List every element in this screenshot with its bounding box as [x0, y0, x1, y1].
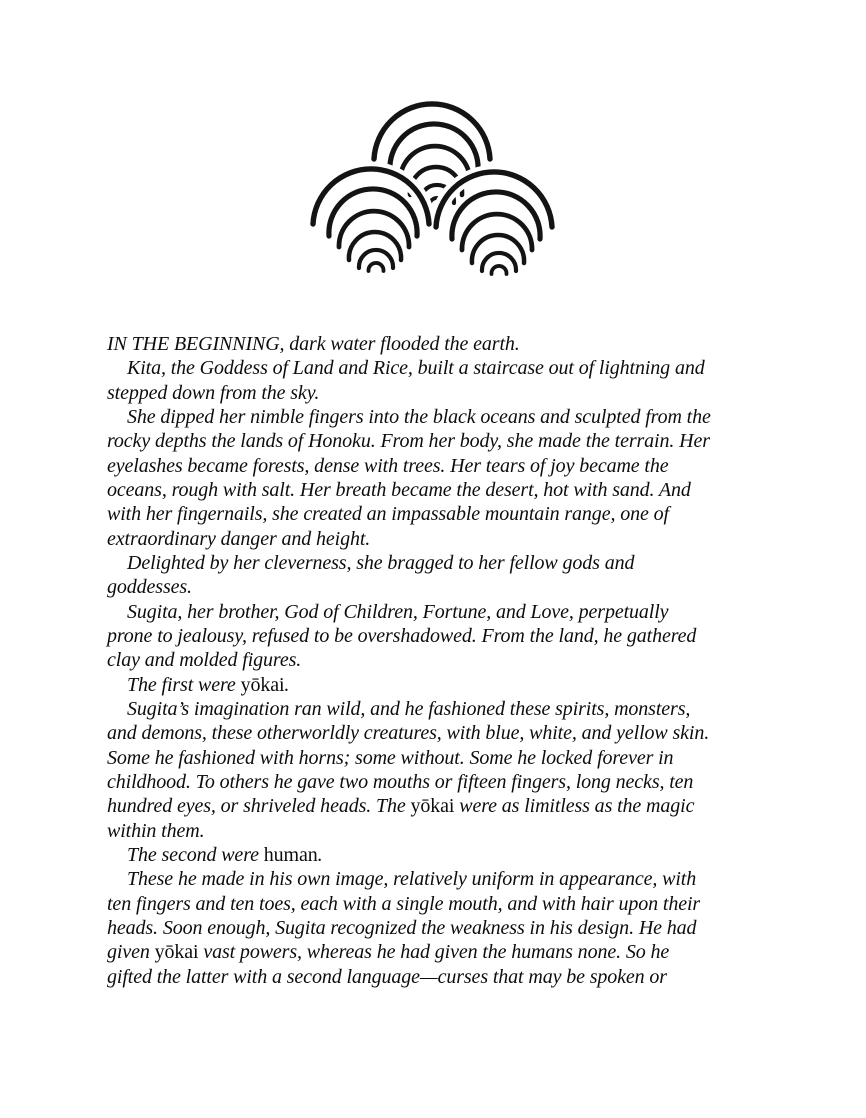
text-line: [107, 502, 797, 526]
italic-text: goddesses.: [107, 576, 192, 599]
italic-text: gifted the latter with a second language—curses that may be spoken or: [107, 965, 667, 988]
italic-text: .: [317, 843, 323, 866]
text-line: [107, 697, 797, 721]
text-line: [107, 867, 797, 891]
text-line: [107, 892, 797, 916]
roman-term: yōkai: [410, 795, 455, 818]
italic-text: given: [107, 941, 155, 964]
italic-text: oceans, rough with salt. Her breath became the desert, hot with sand. And: [107, 478, 691, 501]
italic-text: extraordinary danger and height.: [107, 527, 371, 550]
text-line: [107, 381, 797, 405]
italic-text: prone to jealousy, refused to be overshadowed. From the land, he gathered: [107, 624, 697, 647]
story-text-block: [107, 332, 797, 989]
text-line: [107, 624, 797, 648]
italic-text: Some he fashioned with horns; some without. Some he locked forever in: [107, 746, 674, 769]
text-line: [107, 721, 797, 745]
italic-text: IN THE BEGINNING, dark water flooded the earth.: [107, 333, 520, 355]
italic-text: Sugita, her brother, God of Children, Fortune, and Love, perpetually: [127, 600, 669, 623]
text-line: [107, 746, 797, 770]
italic-text: The first were: [127, 673, 241, 696]
text-line: [107, 648, 797, 672]
italic-text: heads. Soon enough, Sugita recognized the weakness in his design. He had: [107, 916, 697, 939]
text-line: [107, 843, 797, 867]
italic-text: clay and molded figures.: [107, 649, 302, 672]
roman-term: yōkai: [154, 941, 199, 964]
text-line: [107, 819, 797, 843]
text-line: [107, 673, 797, 697]
italic-text: eyelashes became forests, dense with trees. Her tears of joy became the: [107, 454, 669, 477]
italic-text: hundred eyes, or shriveled heads. The: [107, 795, 411, 818]
text-line: [107, 405, 797, 429]
text-line: [107, 770, 797, 794]
italic-text: ten fingers and ten toes, each with a single mouth, and with hair upon their: [107, 892, 701, 915]
text-line: [107, 575, 797, 599]
italic-text: stepped down from the sky.: [107, 381, 320, 404]
italic-text: The second were: [127, 843, 264, 866]
roman-term: yōkai: [240, 673, 285, 696]
text-line: [107, 429, 797, 453]
italic-text: She dipped her nimble fingers into the black oceans and sculpted from the: [127, 405, 711, 428]
italic-text: Sugita’s imagination ran wild, and he fashioned these spirits, monsters,: [127, 697, 691, 720]
italic-text: with her fingernails, she created an impassable mountain range, one of: [107, 503, 669, 526]
text-line: [107, 551, 797, 575]
italic-text: Delighted by her cleverness, she bragged to her fellow gods and: [127, 551, 635, 574]
italic-text: These he made in his own image, relatively uniform in appearance, with: [127, 868, 697, 891]
text-line: [107, 916, 797, 940]
italic-text: vast powers, whereas he had given the humans none. So he: [198, 941, 670, 964]
text-line: [107, 478, 797, 502]
italic-text: were as limitless as the magic: [454, 795, 695, 818]
text-line: [107, 965, 797, 989]
text-line: [107, 940, 797, 964]
text-line: [107, 527, 797, 551]
text-line: [107, 332, 797, 356]
italic-text: rocky depths the lands of Honoku. From her body, she made the terrain. Her: [107, 430, 710, 453]
roman-term: human: [263, 843, 318, 866]
text-line: [107, 794, 797, 818]
italic-text: childhood. To others he gave two mouths or fifteen fingers, long necks, ten: [107, 770, 694, 793]
italic-text: within them.: [107, 819, 205, 842]
text-line: [107, 356, 797, 380]
text-line: [107, 600, 797, 624]
italic-text: .: [284, 673, 290, 696]
text-line: [107, 454, 797, 478]
mountain-waves-ornament-icon: [300, 92, 570, 282]
italic-text: and demons, these otherworldly creatures, with blue, white, and yellow skin.: [107, 722, 710, 745]
italic-text: Kita, the Goddess of Land and Rice, built a staircase out of lightning and: [127, 357, 705, 380]
